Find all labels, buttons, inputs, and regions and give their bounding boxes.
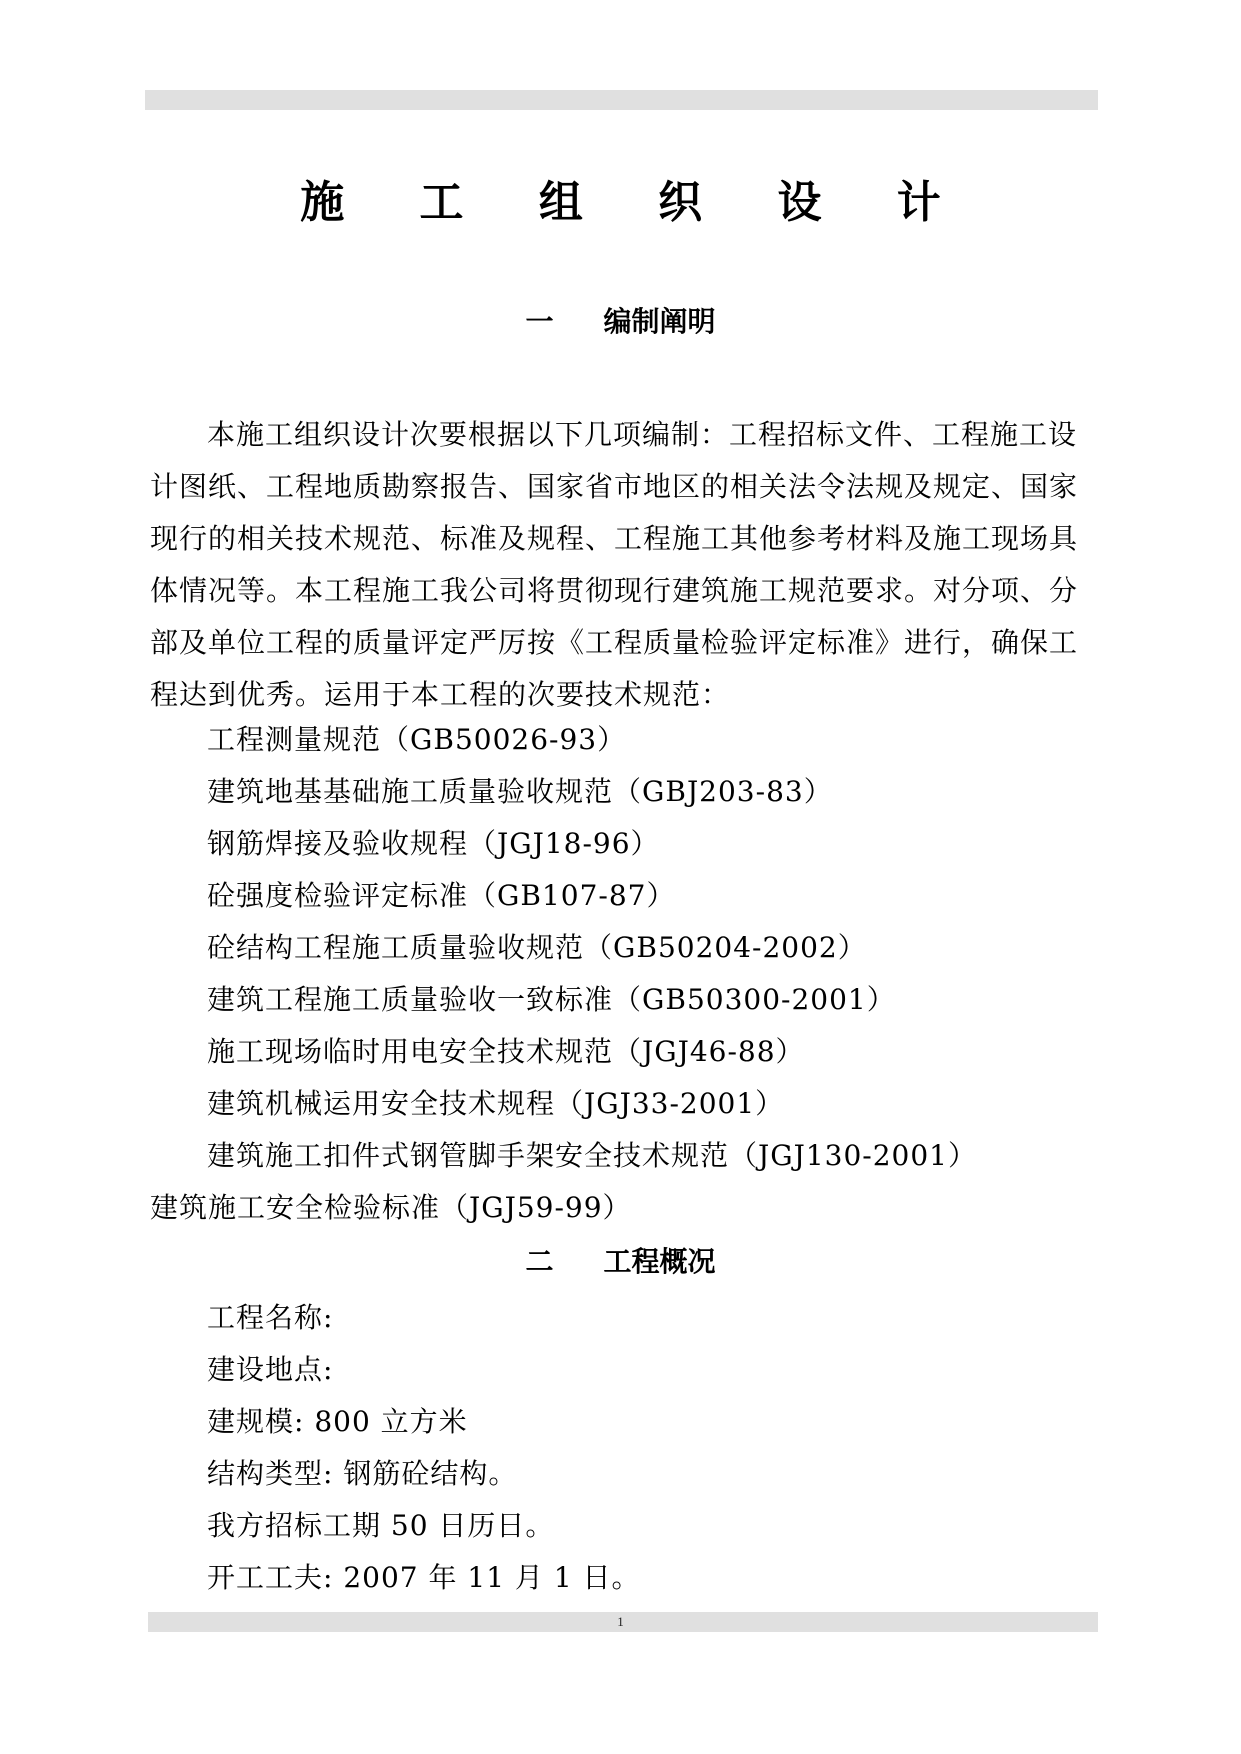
header-bar bbox=[145, 90, 1098, 110]
standard-item: 建筑工程施工质量验收一致标准（GB50300-2001） bbox=[207, 983, 896, 1016]
section-number: 一 bbox=[525, 305, 554, 338]
overview-item: 开工工夫: 2007 年 11 月 1 日。 bbox=[207, 1561, 641, 1594]
standard-item: 钢筋焊接及验收规程（JGJ18-96） bbox=[207, 827, 660, 860]
page-number: 1 bbox=[617, 1614, 624, 1629]
standard-item: 施工现场临时用电安全技术规范（JGJ46-88） bbox=[207, 1035, 805, 1068]
intro-paragraph: 本施工组织设计次要根据以下几项编制：工程招标文件、工程施工设计图纸、工程地质勘察报告、国家省市地区的相关法令法规及规定、国家现行的相关技术规范、标准及规程、工程施工其他参考材料及施工现场具体情况等。本工程施工我公司将贯彻现行建筑施工规范要求。对分项、分部及单位工程的质量评定严厉按《工程质量检验评定标准》进行，确保工程达到优秀。运用于本工程的次要技术规范： bbox=[150, 418, 1079, 711]
overview-item: 我方招标工期 50 日历日。 bbox=[207, 1509, 555, 1542]
section-heading-1 bbox=[0, 304, 1241, 340]
standard-item: 砼结构工程施工质量验收规范（GB50204-2002） bbox=[207, 931, 867, 964]
document-title: 施 工 组 织 设 计 bbox=[300, 177, 971, 228]
standard-item: 建筑机械运用安全技术规程（JGJ33-2001） bbox=[207, 1087, 785, 1120]
section-heading-2 bbox=[0, 1244, 1241, 1280]
section-title: 编制阐明 bbox=[603, 305, 716, 338]
overview-item: 结构类型: 钢筋砼结构。 bbox=[207, 1457, 518, 1490]
standard-item: 建筑施工安全检验标准（JGJ59-99） bbox=[150, 1191, 632, 1224]
overview-item: 建规模: 800 立方米 bbox=[207, 1405, 468, 1438]
section-number: 二 bbox=[525, 1245, 554, 1278]
standard-item: 建筑施工扣件式钢管脚手架安全技术规范（JGJ130-2001） bbox=[207, 1139, 977, 1172]
standard-item: 砼强度检验评定标准（GB107-87） bbox=[207, 879, 676, 912]
overview-item: 建设地点: bbox=[207, 1353, 334, 1386]
standard-item: 工程测量规范（GB50026-93） bbox=[207, 723, 627, 756]
standard-item: 建筑地基基础施工质量验收规范（GBJ203-83） bbox=[207, 775, 833, 808]
overview-item: 工程名称: bbox=[207, 1301, 334, 1334]
section-title: 工程概况 bbox=[603, 1245, 716, 1278]
